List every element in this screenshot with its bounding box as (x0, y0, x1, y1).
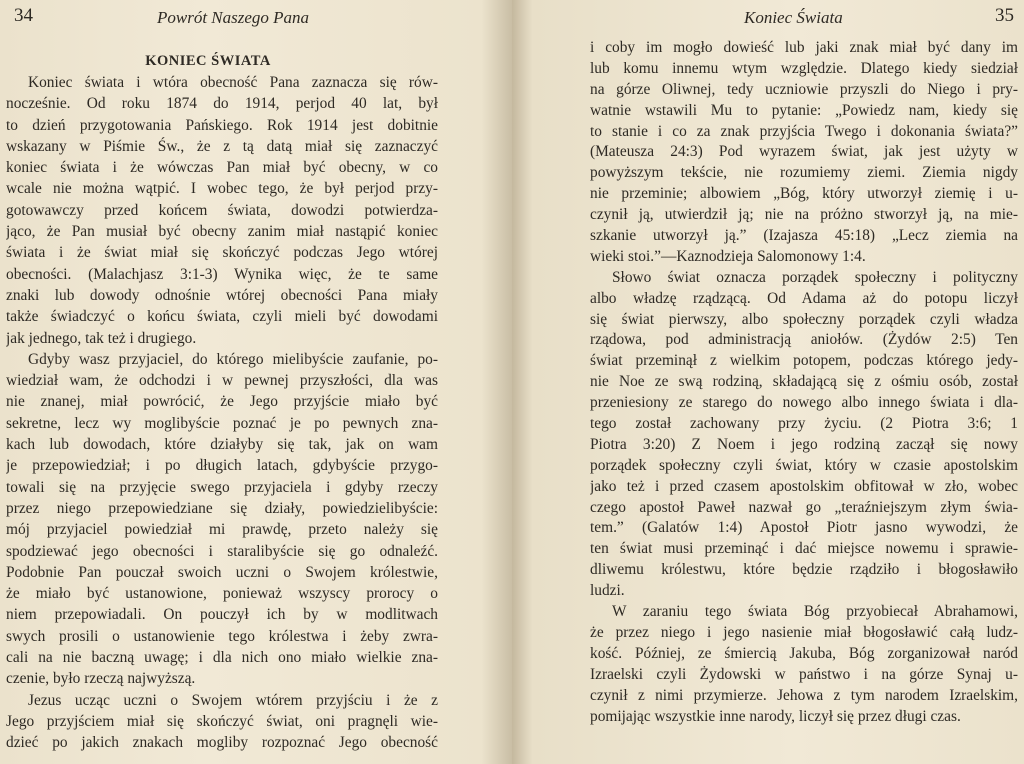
text-line: Słowo świat oznacza porządek społeczny i polityczny (612, 268, 1018, 286)
text-line: sekretne, lecz wy moglibyście poznać je po pewnych zna- (6, 414, 438, 432)
chapter-title: KONIEC ŚWIATA (145, 53, 271, 69)
text-line: Izraelski czyli Żydowski w państwo i na górze Synaj u- (590, 665, 1018, 683)
right-running-title: Koniec Świata (744, 8, 843, 27)
text-line: jako też i przed czasem apostolskim obfitował w zło, wobec (590, 477, 1018, 495)
text-line: nie przeminie; albowiem „Bóg, który utworzył ziemię i u- (590, 185, 1018, 203)
text-line: przeniesiony ze starego do nowego albo innego świata i dla- (590, 394, 1018, 412)
text-line: porządek społeczny czyli świat, który w czasie apostolskim (590, 456, 1018, 474)
text-line: Jezus ucząc uczni o Swojem wtórem przyjściu i że z (28, 691, 438, 709)
left-page-body (6, 50, 438, 754)
text-line: wskazany w Piśmie Św., że z tą datą miał się zaznaczyć (6, 137, 438, 155)
text-line: lub komu innemu wtym względzie. Dlatego kiedy siedział (590, 59, 1018, 77)
text-line: swych prosili o ustanowienie tego królestwa i żeby zwra- (6, 627, 438, 645)
text-line: Podobnie Pan pouczał swoich uczni o Swojem królestwie, (6, 563, 438, 581)
text-line: albo władzę rządzącą. Od Adama aż do potopu liczył (590, 289, 1018, 307)
text-line: czenie, było rzeczą najwyższą. (6, 670, 196, 688)
text-line: powyższym tekście, nie rozumiemy ziemi. Ziemia nigdy (590, 164, 1018, 182)
text-line: jak jednego, tak też i drugiego. (6, 329, 197, 347)
text-line: znaki lub dowody odnośnie wtórej obecności Pana miały (6, 286, 438, 304)
left-text-lines (6, 72, 438, 754)
text-line: nie Noe ze swą rodziną, składającą się z ośmiu osób, został (590, 373, 1018, 391)
text-line: świata i że świat miał się skończyć podczas Jego wtórej (6, 244, 438, 262)
text-line: je przepowiedział; i po długich latach, gdybyście przygo- (6, 457, 438, 475)
text-line: to dzień przygotowania Pańskiego. Rok 1914 jest dobitnie (6, 116, 438, 134)
text-line: to stanie i co za znak przyjścia Twego i dokonania świata?” (590, 122, 1018, 140)
text-line: nie znanej, miał powrócić, że Jego przyjście miało być (6, 393, 438, 411)
text-line: rządowa, pod administracją aniołów. (Żydów 2:5) Ten (590, 331, 1018, 349)
text-line: że miało być ustanowione, ponieważ wszyscy prorocy o (6, 585, 438, 603)
text-line: i coby im mogło dowieść lub jaki znak miał być dany im (590, 39, 1018, 56)
text-line: pomijając wszystkie inne narody, liczył się przez długi czas. (590, 707, 961, 725)
text-line: się świat pierwszy, albo społeczny porządek czyli władza (590, 310, 1018, 328)
text-line: dliwemu królestwu, które będzie rządziło i błogosławiło (590, 561, 1018, 579)
text-line: czego apostoł Paweł nazwał go „teraźniejszym złym świa- (590, 498, 1018, 516)
text-line: kach lub dowodach, które działyby się tak, jak on wam (6, 436, 438, 454)
text-line: wiedział wam, że odchodzi i w pewnej przyszłości, dla was (6, 372, 438, 390)
text-line: (Mateusza 24:3) Pod wyrazem świat, jak jest użyty w (590, 143, 1018, 161)
right-text-lines (590, 38, 1018, 727)
text-line: ludzi. (590, 582, 625, 600)
text-line: jąco, że Pan musiał być obecny zanim miał nastąpić koniec (6, 223, 438, 241)
text-line: W zaraniu tego świata Bóg przyobiecał Abrahamowi, (612, 603, 1018, 621)
right-page-body (590, 38, 1018, 727)
text-line: dzieć po jakich znakach mogliby rozpoznać Jego obecność (6, 734, 438, 752)
left-page-number: 34 (14, 5, 33, 26)
text-line: czynił z nimi przymierze. Jehowa z tym narodem Izraelskim, (590, 686, 1018, 704)
text-line: watnie wstawili Mu to pytanie: „Powiedz nam, kiedy się (590, 101, 1018, 119)
text-line: Gdyby wasz przyjaciel, do którego mielibyście zaufanie, po- (28, 350, 438, 368)
text-line: mój przyjaciel powiedział mi prawdę, przeto należy się (6, 521, 438, 539)
text-line: na górze Oliwnej, tedy uczniowie przyszli do Niego i pry- (590, 80, 1018, 98)
text-line: gotowawczy przed końcem świata, dowodzi potwierdza- (6, 201, 438, 219)
text-line: koniec świata i że wówczas Pan miał być obecny, w co (6, 159, 438, 177)
text-line: Piotra 3:20) Z Noem i jego rodziną zaczął się nowy (590, 435, 1018, 453)
text-line: nocześnie. Od roku 1874 do 1914, perjod 40 lat, był (6, 95, 438, 113)
text-line: także świadczyć o końcu świata, czyli mieli być dowodami (6, 308, 438, 326)
text-line: przez niego przepowiedziane się działy, powiedzielibyście: (6, 499, 438, 517)
text-line: spodziewać jego obecności i staralibyście się go odnaleźć. (6, 542, 438, 560)
text-line: kość. Później, ze śmiercią Jakuba, Bóg zorganizował naród (590, 644, 1018, 662)
text-line: czynił ją, utwierdził ją; nie na próżno stworzył ją, na mie- (590, 206, 1018, 224)
right-page-number: 35 (995, 5, 1014, 26)
text-line: szkanie utworzył ją.” (Izajasza 45:18) „Lecz ziemia na (590, 227, 1018, 245)
text-line: że przez niego i jego nasienie miał błogosławić całą ludz- (590, 623, 1018, 641)
text-line: obecności. (Malachjasz 3:1-3) Wynika więc, że te same (6, 265, 438, 283)
text-line: świat przeminął z wielkim potopem, podczas którego jedy- (590, 352, 1018, 370)
left-running-title: Powrót Naszego Pana (157, 8, 310, 27)
text-line: ten świat musi przeminąć i dać miejsce nowemu i sprawie- (590, 540, 1018, 558)
text-line: towali się na przyjęcie swego przyjaciela i gdyby rzeczy (6, 478, 438, 496)
text-line: wcale nie można wątpić. I wobec tego, że był perjod przy- (6, 180, 438, 198)
text-line: niem przepowiadali. On pouczył ich by w modlitwach (6, 606, 438, 624)
text-line: wieki stoi.”—Kaznodzieja Salomonowy 1:4. (590, 247, 866, 265)
text-line: tem.” (Galatów 1:4) Apostoł Piotr jasno wywodzi, że (590, 519, 1018, 537)
text-line: Koniec świata i wtóra obecność Pana zaznacza się rów- (28, 74, 438, 91)
left-running-head (6, 0, 512, 34)
text-line: Jego przyjściem miał się skończyć świat, oni pragnęli wie- (6, 712, 438, 730)
text-line: cali na nie baczną uwagę; i dla nich ono miało wielkie zna- (6, 649, 438, 667)
text-line: tego został zachowany przy życiu. (2 Piotra 3:6; 1 (590, 415, 1018, 433)
